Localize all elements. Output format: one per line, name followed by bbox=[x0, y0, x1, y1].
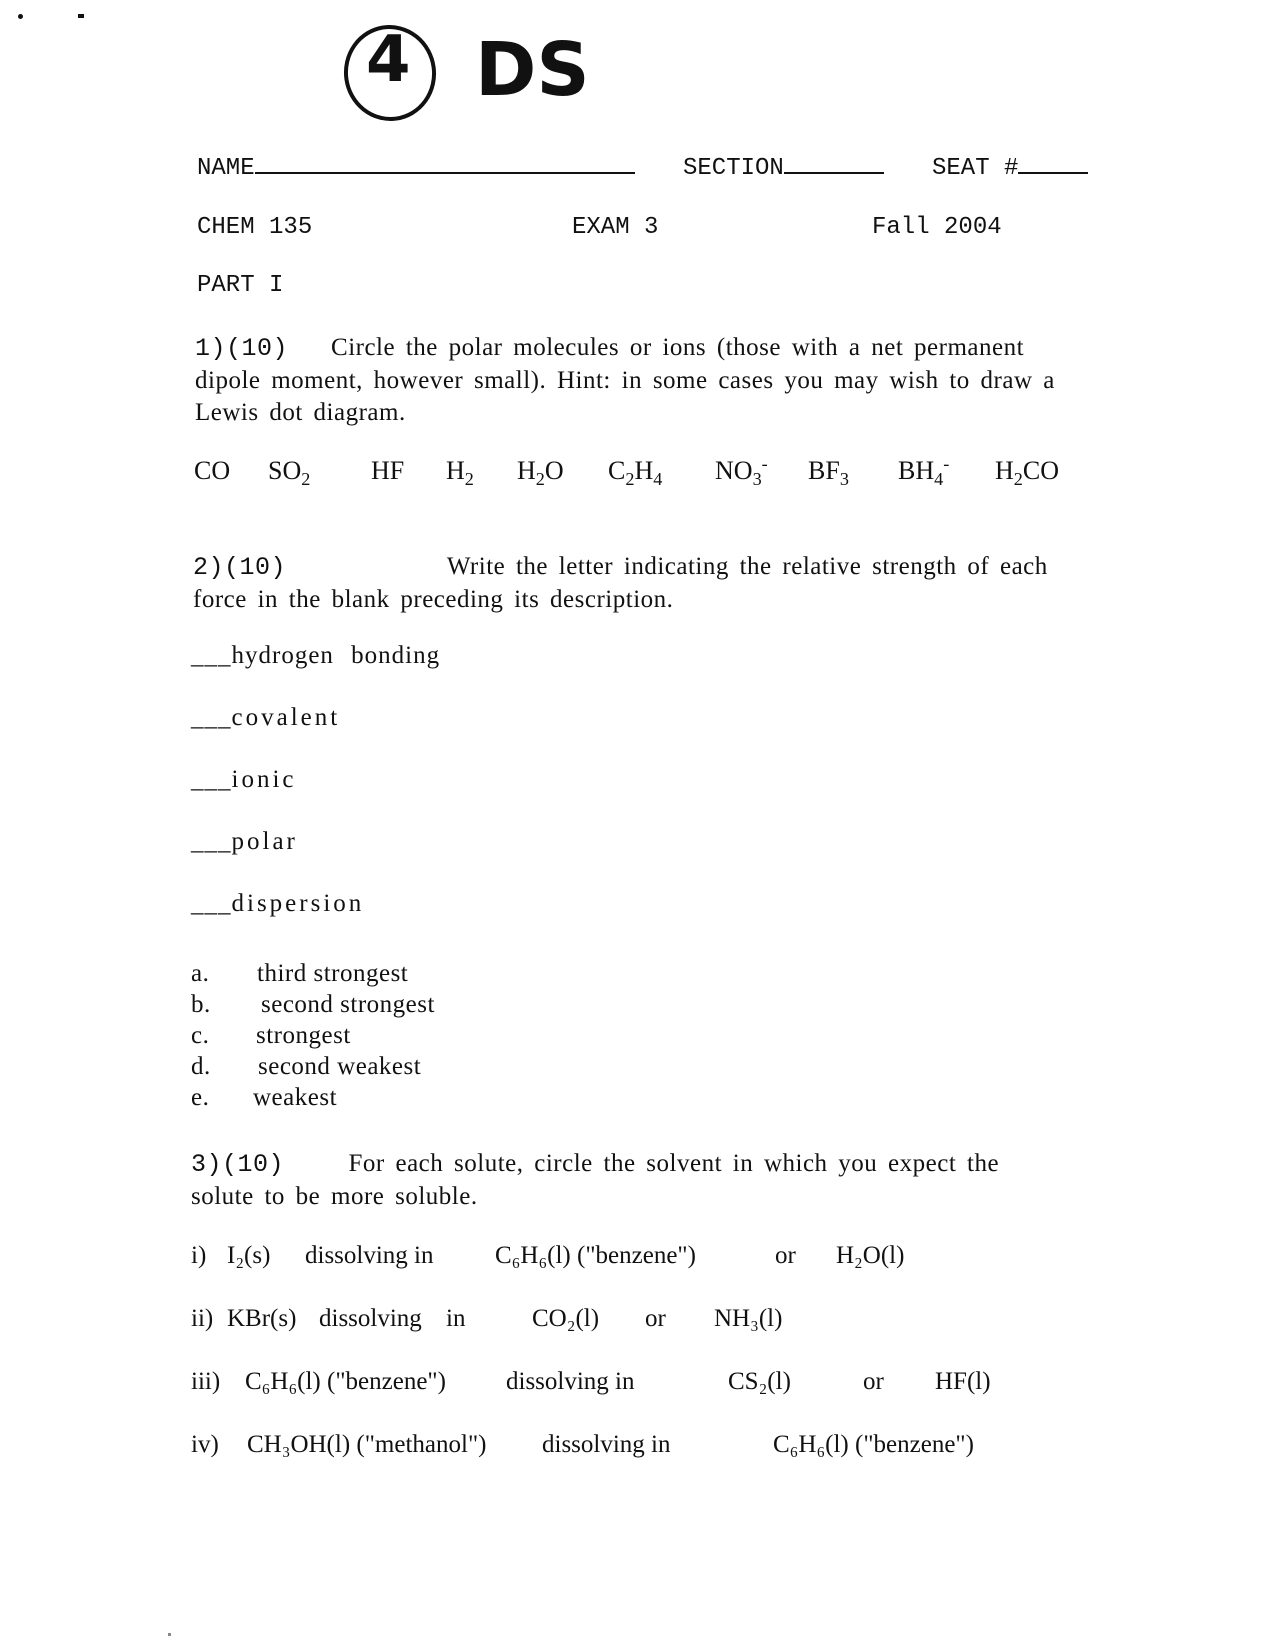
verb: dissolving in bbox=[305, 1242, 434, 1269]
molecule[interactable]: $BF_3$ bbox=[808, 456, 849, 490]
question-1 bbox=[195, 332, 1095, 429]
q3-text: For each solute, circle the solvent in which you expect the solute to be more soluble. bbox=[191, 1150, 1000, 1210]
verb: dissolving in bbox=[506, 1368, 635, 1395]
seat-field[interactable] bbox=[932, 155, 1088, 182]
row-label: i) bbox=[191, 1242, 207, 1269]
molecule[interactable]: $H_2CO$ bbox=[995, 456, 1059, 490]
molecule[interactable]: $BH_4^-$ bbox=[898, 453, 950, 490]
q2-number: 2)(10) bbox=[193, 553, 287, 582]
solute: CH₃OH(l) ("methanol") bbox=[247, 1431, 487, 1458]
or-word: or bbox=[863, 1368, 884, 1395]
or-word: or bbox=[645, 1305, 666, 1332]
verb: dissolving in bbox=[542, 1431, 671, 1458]
option-letter: e. bbox=[191, 1084, 210, 1111]
option-row bbox=[191, 1051, 435, 1082]
verb: dissolving in bbox=[319, 1305, 466, 1332]
name-field[interactable] bbox=[197, 155, 635, 182]
section-label: SECTION bbox=[683, 155, 784, 182]
solute: I₂(s) bbox=[227, 1242, 271, 1269]
molecule[interactable]: HF bbox=[371, 456, 405, 485]
option-row bbox=[191, 1082, 435, 1113]
strength-options bbox=[191, 958, 435, 1113]
option-letter: c. bbox=[191, 1022, 210, 1049]
force-label: hydrogen bonding bbox=[231, 642, 441, 669]
option-text: second strongest bbox=[261, 991, 435, 1018]
force-row[interactable] bbox=[191, 642, 440, 670]
row-label: iii) bbox=[191, 1368, 221, 1395]
q1-number: 1)(10) bbox=[195, 334, 289, 363]
force-label: dispersion bbox=[231, 890, 365, 917]
initials: DS bbox=[475, 27, 590, 113]
exam-title: EXAM 3 bbox=[572, 214, 659, 241]
option-text: third strongest bbox=[257, 960, 409, 987]
section-blank[interactable] bbox=[784, 166, 884, 174]
course-code: CHEM 135 bbox=[197, 214, 313, 241]
exam-term: Fall 2004 bbox=[872, 214, 1002, 241]
or-word: or bbox=[775, 1242, 796, 1269]
name-label: NAME bbox=[197, 155, 255, 182]
option-row bbox=[191, 1020, 435, 1051]
scan-speck bbox=[168, 1633, 171, 1636]
option-text: second weakest bbox=[258, 1053, 422, 1080]
seat-label: SEAT # bbox=[932, 155, 1019, 182]
molecule[interactable]: $H_2$ bbox=[446, 456, 474, 490]
answer-blank[interactable]: ___ bbox=[191, 828, 232, 855]
row-label: ii) bbox=[191, 1305, 214, 1332]
answer-blank[interactable]: ___ bbox=[191, 766, 232, 793]
scan-speck bbox=[18, 14, 23, 19]
solvent-option[interactable]: CS₂(l) bbox=[728, 1368, 791, 1395]
solvent-option[interactable]: C₆H₆(l) ("benzene") bbox=[773, 1431, 974, 1458]
option-letter: d. bbox=[191, 1053, 211, 1080]
force-label: ionic bbox=[231, 766, 297, 793]
section-field[interactable] bbox=[683, 155, 884, 182]
solvent-option[interactable]: NH₃(l) bbox=[714, 1305, 783, 1332]
q1-text: Circle the polar molecules or ions (those with a net permanent dipole moment, however small). Hint: in some cases you may wish to draw a Lewis dot diagram. bbox=[195, 334, 1055, 426]
answer-blank[interactable]: ___ bbox=[191, 704, 232, 731]
option-row bbox=[191, 989, 435, 1020]
molecule[interactable]: CO bbox=[194, 456, 231, 485]
force-row[interactable] bbox=[191, 704, 340, 732]
answer-blank[interactable]: ___ bbox=[191, 890, 232, 917]
name-blank[interactable] bbox=[255, 166, 635, 174]
solute: C₆H₆(l) ("benzene") bbox=[245, 1368, 446, 1395]
molecule[interactable]: $SO_2$ bbox=[268, 456, 311, 490]
handwritten-mark bbox=[340, 15, 610, 125]
solvent-option[interactable]: CO₂(l) bbox=[532, 1305, 600, 1332]
question-2 bbox=[193, 551, 1093, 616]
option-letter: b. bbox=[191, 991, 211, 1018]
option-letter: a. bbox=[191, 960, 210, 987]
molecule[interactable]: $NO_3^-$ bbox=[715, 453, 768, 490]
force-row[interactable] bbox=[191, 890, 364, 918]
solvent-option[interactable]: C₆H₆(l) ("benzene") bbox=[495, 1242, 696, 1269]
option-text: weakest bbox=[253, 1084, 338, 1111]
force-label: polar bbox=[231, 828, 298, 855]
force-row[interactable] bbox=[191, 766, 297, 794]
solvent-option[interactable]: H₂O(l) bbox=[836, 1242, 905, 1269]
scan-speck bbox=[78, 14, 84, 18]
row-label: iv) bbox=[191, 1431, 219, 1458]
force-label: covalent bbox=[231, 704, 341, 731]
solute: KBr(s) bbox=[227, 1305, 297, 1332]
q2-text: Write the letter indicating the relative strength of each force in the blank preceding its description. bbox=[193, 553, 1048, 613]
question-3 bbox=[191, 1148, 1071, 1213]
answer-blank[interactable]: ___ bbox=[191, 642, 232, 669]
option-row bbox=[191, 958, 435, 989]
force-row[interactable] bbox=[191, 828, 298, 856]
solvent-option[interactable]: HF(l) bbox=[935, 1368, 991, 1395]
molecule[interactable]: $H_2O$ bbox=[517, 456, 564, 490]
molecule[interactable]: $C_2H_4$ bbox=[608, 456, 663, 490]
seat-blank[interactable] bbox=[1018, 166, 1088, 174]
circled-number: 4 bbox=[366, 23, 411, 97]
option-text: strongest bbox=[256, 1022, 351, 1049]
q3-number: 3)(10) bbox=[191, 1150, 285, 1179]
part-heading: PART I bbox=[197, 272, 284, 299]
